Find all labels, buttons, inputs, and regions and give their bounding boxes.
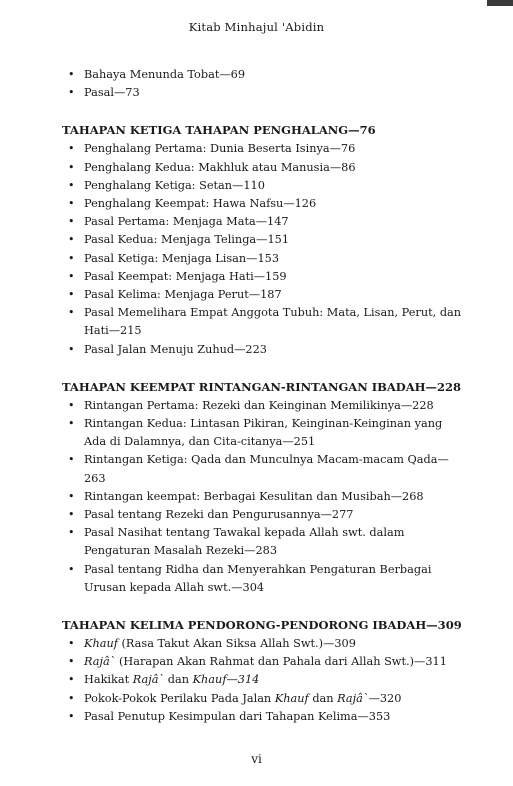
toc-entry — [62, 66, 462, 84]
entry-text: Penghalang Ketiga: Setan—110 — [84, 178, 265, 192]
bullet-icon: • — [68, 142, 75, 156]
running-header: Kitab Minhajul 'Abidin — [188, 20, 325, 34]
toc-list — [62, 140, 462, 358]
entry-text: Pasal Nasihat tentang Tawakal kepada Allah swt. dalam Pengaturan Masalah Rezeki—283 — [84, 526, 405, 558]
bullet-icon: • — [68, 526, 75, 540]
bullet-icon: • — [68, 269, 75, 283]
page-corner-mark — [487, 0, 513, 6]
toc-entry — [62, 690, 462, 708]
toc-entry — [62, 397, 462, 415]
toc-entry — [62, 268, 462, 286]
toc-entry — [62, 451, 462, 487]
toc-section — [62, 616, 462, 726]
entry-text: Bahaya Menunda Tobat—69 — [84, 68, 246, 81]
toc-entry — [62, 488, 462, 506]
entry-text: Pasal Keempat: Menjaga Hati—159 — [84, 269, 287, 283]
bullet-icon: • — [68, 251, 75, 265]
entry-text: Penghalang Keempat: Hawa Nafsu—126 — [84, 197, 317, 211]
toc-entry — [62, 159, 462, 177]
toc-entry — [62, 84, 462, 102]
toc-list — [62, 635, 462, 726]
toc-entry — [62, 195, 462, 213]
toc-entry — [62, 506, 462, 524]
entry-text: Pasal—73 — [84, 86, 140, 100]
entry-text: Pokok-Pokok Perilaku Pada Jalan — [84, 691, 275, 705]
bullet-icon: • — [68, 288, 75, 302]
entry-text: dan — [308, 691, 338, 705]
entry-text: Rintangan keempat: Berbagai Kesulitan dan Musibah—268 — [84, 489, 424, 503]
bullet-icon: • — [68, 233, 75, 247]
entry-text: —320 — [368, 691, 402, 705]
section-title: TAHAPAN KEEMPAT RINTANGAN-RINTANGAN IBADAH—228 — [62, 379, 462, 394]
bullet-icon: • — [68, 709, 75, 723]
bullet-icon: • — [68, 306, 75, 320]
entry-text: Khauf — [274, 691, 309, 705]
toc-section — [62, 121, 462, 358]
entry-text: Pasal Kelima: Menjaga Perut—187 — [84, 288, 282, 302]
toc-entry — [62, 231, 462, 249]
entry-text: Pasal Ketiga: Menjaga Lisan—153 — [84, 251, 280, 265]
bullet-icon: • — [68, 562, 75, 576]
toc-entry — [62, 561, 462, 597]
page-number: vi — [251, 752, 262, 766]
toc-entry — [62, 177, 462, 195]
bullet-icon: • — [68, 197, 75, 211]
entry-text: Rintangan Kedua: Lintasan Pikiran, Keinginan-Keinginan yang Ada di Dalamnya, dan Cita-citanya—251 — [84, 417, 443, 449]
bullet-icon: • — [68, 489, 75, 503]
toc-entry — [62, 653, 462, 671]
section-title: TAHAPAN KETIGA TAHAPAN PENGHALANG—76 — [62, 123, 376, 138]
bullet-icon: • — [68, 655, 75, 669]
toc-entry — [62, 213, 462, 231]
toc-section — [62, 378, 462, 597]
toc-entry — [62, 250, 462, 268]
bullet-icon: • — [68, 673, 75, 687]
entry-text: Pasal Kedua: Menjaga Telinga—151 — [84, 233, 290, 247]
entry-text: Pasal Pertama: Menjaga Mata—147 — [84, 215, 289, 229]
entry-text: Khauf—314 — [192, 673, 260, 687]
bullet-icon: • — [68, 86, 75, 100]
toc-entry — [62, 304, 462, 340]
bullet-icon: • — [68, 691, 75, 705]
section-title: TAHAPAN KELIMA PENDORONG-PENDORONG IBADAH—309 — [62, 618, 462, 633]
bullet-icon: • — [68, 453, 75, 467]
entry-text: (Harapan Akan Rahmat dan Pahala dari Allah Swt.)—311 — [115, 655, 447, 669]
toc-section — [62, 66, 462, 102]
toc-entry — [62, 286, 462, 304]
entry-text: Pasal Penutup Kesimpulan dari Tahapan Kelima—353 — [84, 709, 391, 723]
bullet-icon: • — [68, 637, 75, 651]
entry-text: (Rasa Takut Akan Siksa Allah Swt.)—309 — [117, 637, 356, 651]
entry-text: Pasal Memelihara Empat Anggota Tubuh: Mata, Lisan, Perut, dan Hati—215 — [84, 306, 462, 338]
entry-text: Khauf — [84, 637, 118, 651]
entry-text: Rintangan Pertama: Rezeki dan Keinginan Memilikinya—228 — [84, 398, 434, 412]
entry-text: Rintangan Ketiga: Qada dan Munculnya Macam-macam Qada—263 — [84, 453, 449, 485]
toc-entry — [62, 635, 462, 653]
entry-text: dan — [164, 673, 193, 687]
bullet-icon: • — [68, 508, 75, 522]
bullet-icon: • — [68, 215, 75, 229]
bullet-icon: • — [68, 160, 75, 174]
entry-text: Hakikat — [84, 673, 133, 687]
bullet-icon: • — [68, 178, 75, 192]
toc-entry — [62, 415, 462, 451]
toc-entry — [62, 341, 462, 359]
bullet-icon: • — [68, 68, 75, 81]
entry-text: Penghalang Pertama: Dunia Beserta Isinya—76 — [84, 142, 356, 156]
bullet-icon: • — [68, 398, 75, 412]
toc-entry — [62, 671, 462, 689]
entry-text: Rajâ` — [132, 673, 165, 687]
entry-text: Pasal Jalan Menuju Zuhud—223 — [84, 342, 267, 356]
toc-entry — [62, 140, 462, 158]
toc-list — [62, 397, 462, 597]
entry-text: Rajâ` — [337, 691, 369, 705]
toc-list — [62, 66, 462, 102]
toc-entry — [62, 524, 462, 560]
bullet-icon: • — [68, 342, 75, 356]
table-of-contents — [62, 66, 462, 745]
toc-entry — [62, 708, 462, 726]
entry-text: Pasal tentang Rezeki dan Pengurusannya—277 — [84, 508, 354, 522]
entry-text: Pasal tentang Ridha dan Menyerahkan Pengaturan Berbagai Urusan kepada Allah swt.—304 — [84, 562, 432, 594]
entry-text: Rajâ` — [84, 655, 116, 669]
entry-text: Penghalang Kedua: Makhluk atau Manusia—86 — [84, 160, 356, 174]
bullet-icon: • — [68, 417, 75, 431]
